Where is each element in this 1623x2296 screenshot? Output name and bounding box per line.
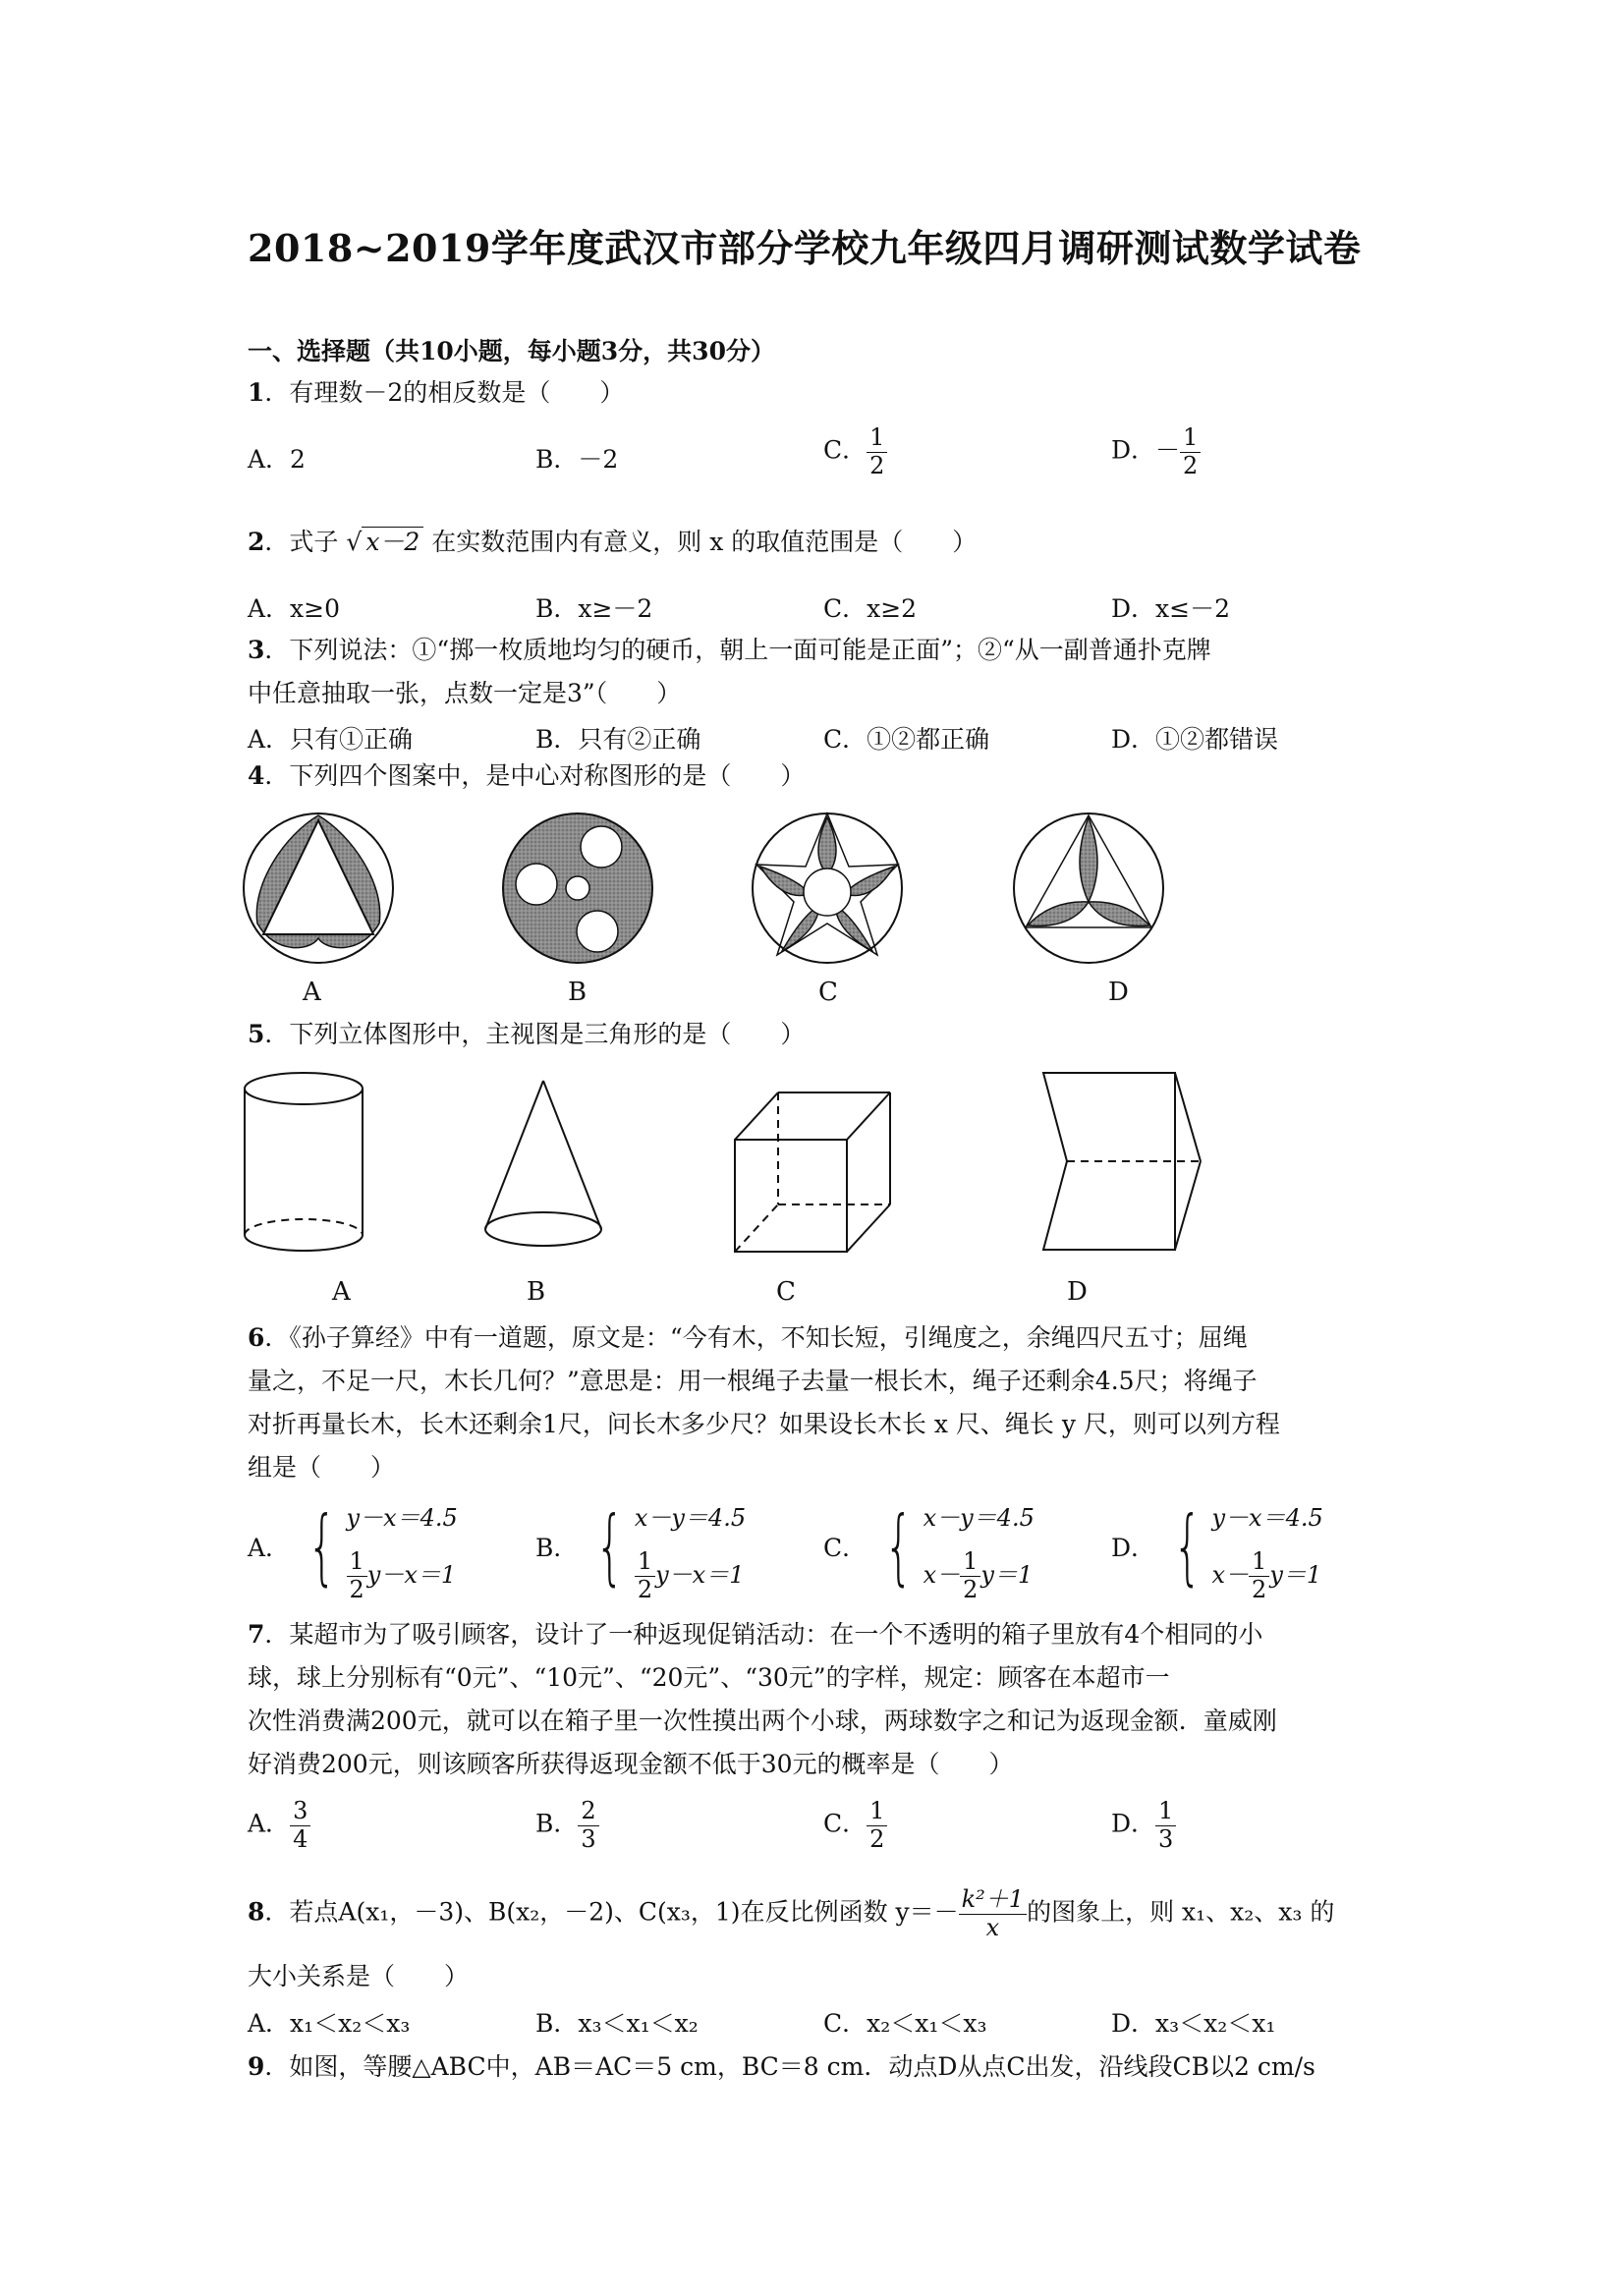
question-6-line-4: 组是（ ）	[248, 1453, 396, 1482]
question-7: 7．某超市为了吸引顾客，设计了一种返现促销活动：在一个不透明的箱子里放有4个相同的小	[248, 1620, 1263, 1649]
q8-option-c: C．x₂＜x₁＜x₃	[823, 2009, 987, 2038]
q7-option-c: C． $\frac{1}{2}$	[823, 1798, 887, 1853]
question-7-line-2: 球，球上分别标有“0元”、“10元”、“20元”、“30元”的字样，规定：顾客在本超市一	[248, 1663, 1170, 1692]
q6-option-c: C． { x－y＝4.5 x－ $\frac{1}{2}$ y＝1	[823, 1498, 1035, 1603]
q7-option-b: B． $\frac{2}{3}$	[535, 1798, 599, 1853]
q8-option-b: B．x₃＜x₁＜x₂	[535, 2009, 699, 2038]
question-8: 8．若点A(x₁，－3)、B(x₂，－2)、C(x₃，1)在反比例函数 y＝－ $\frac{\text{k²＋1}}{x}$ 的图象上，则 x₁、x₂、x₃ 的	[248, 1885, 1335, 1941]
q7-option-a: A． $\frac{3}{4}$	[248, 1798, 310, 1853]
q7-option-d: D． $\frac{1}{3}$	[1111, 1798, 1176, 1853]
question-4: 4．下列四个图案中，是中心对称图形的是（ ）	[248, 761, 806, 790]
question-6-line-3: 对折再量长木，长木还剩余1尺，问长木多少尺？如果设长木长 x 尺、绳长 y 尺，则可以列方程	[248, 1410, 1280, 1438]
q1-option-b: B．－2	[535, 445, 619, 474]
question-2: 2．式子 √ x－2 在实数范围内有意义，则 x 的取值范围是（ ）	[248, 521, 977, 564]
q2-option-c: C．x≥2	[823, 594, 918, 623]
figure-a-cylinder	[245, 1073, 363, 1251]
q6-option-b: B． { x－y＝4.5 $\frac{1}{2}$ y－x＝1	[535, 1498, 747, 1603]
q5-label-b: B	[527, 1277, 546, 1307]
question-5: 5．下列立体图形中，主视图是三角形的是（ ）	[248, 1020, 806, 1048]
question-9: 9．如图，等腰△ABC中，AB＝AC＝5 cm，BC＝8 cm．动点D从点C出发，沿线段CB以2 cm/s	[248, 2052, 1315, 2081]
q4-label-d: D	[1108, 978, 1129, 1007]
section-heading: 一、选择题（共10小题，每小题3分，共30分）	[248, 337, 775, 365]
q3-option-d: D．①②都错误	[1111, 725, 1279, 754]
q4-label-a: A	[303, 978, 321, 1007]
q4-label-c: C	[818, 978, 838, 1007]
q5-label-d: D	[1067, 1277, 1088, 1307]
q4-label-b: B	[568, 978, 588, 1007]
q3-option-c: C．①②都正确	[823, 725, 990, 754]
q1-option-a: A．2	[248, 445, 306, 474]
question-7-line-4: 好消费200元，则该顾客所获得返现金额不低于30元的概率是（ ）	[248, 1750, 1014, 1778]
question-number: 1	[248, 378, 265, 407]
question-3-line-2: 中任意抽取一张，点数一定是3”（ ）	[248, 679, 682, 707]
page-title: 2018~2019学年度武汉市部分学校九年级四月调研测试数学试卷	[248, 226, 1362, 270]
figure-b-cone	[485, 1081, 601, 1246]
q2-option-a: A．x≥0	[248, 594, 341, 623]
question-6-line-2: 量之，不足一尺，木长几何？”意思是：用一根绳子去量一根长木，绳子还剩余4.5尺；将绳子	[248, 1367, 1258, 1395]
q1-option-c: C． $\frac{1}{2}$	[823, 424, 887, 479]
q6-option-a: A． { y－x＝4.5 $\frac{1}{2}$ y－x＝1	[248, 1498, 458, 1603]
figure-d-prism	[1043, 1073, 1201, 1250]
q2-option-b: B．x≥－2	[535, 594, 653, 623]
question-6: 6．《孙子算经》中有一道题，原文是：“今有木，不知长短，引绳度之，余绳四尺五寸；屈绳	[248, 1323, 1248, 1352]
q3-option-b: B．只有②正确	[535, 725, 701, 754]
q1-option-d: D．－ $\frac{1}{2}$	[1111, 424, 1201, 479]
q5-label-a: A	[332, 1277, 351, 1307]
q8-option-d: D．x₃＜x₂＜x₁	[1111, 2009, 1276, 2038]
figure-c-cube	[735, 1092, 890, 1252]
q2-option-d: D．x≤－2	[1111, 594, 1230, 623]
q3-option-a: A．只有①正确	[248, 725, 414, 754]
question-3: 3．下列说法：①“掷一枚质地均匀的硬币，朝上一面可能是正面”；②“从一副普通扑克牌	[248, 636, 1211, 664]
question-7-line-3: 次性消费满200元，就可以在箱子里一次性摸出两个小球，两球数字之和记为返现金额．童威刚	[248, 1707, 1277, 1735]
q6-option-d: D． { y－x＝4.5 x－ $\frac{1}{2}$ y＝1	[1111, 1498, 1323, 1603]
sqrt-expression: √ x－2	[346, 521, 423, 564]
question-8-line-2: 大小关系是（ ）	[248, 1962, 470, 1990]
question-text: ．有理数－2的相反数是（ ）	[264, 378, 625, 407]
q5-label-c: C	[776, 1277, 796, 1307]
q8-option-a: A．x₁＜x₂＜x₃	[248, 2009, 411, 2038]
